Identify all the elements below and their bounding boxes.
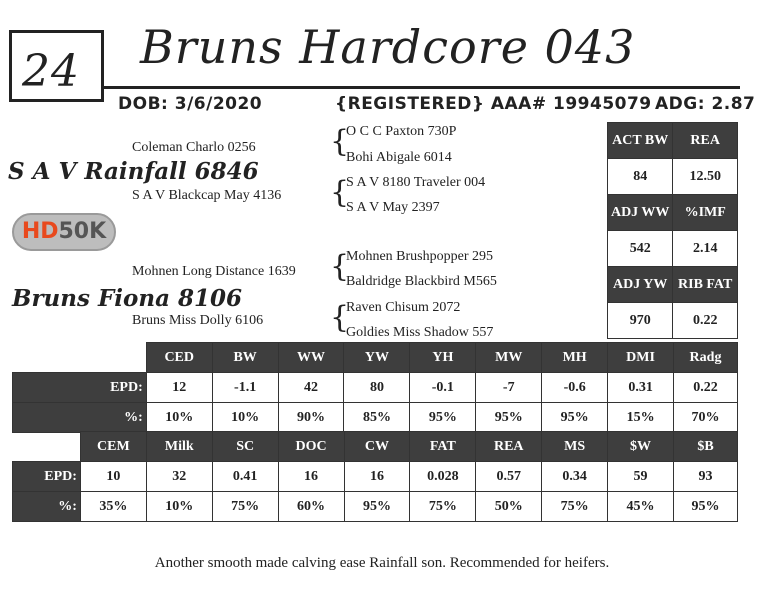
value-cell: 84: [608, 159, 673, 195]
epd-header: MW: [476, 343, 542, 373]
epd-header: YH: [410, 343, 476, 373]
pct-value: 75%: [410, 492, 476, 522]
epd-row-label: EPD:: [13, 373, 147, 403]
epd-header: MH: [542, 343, 608, 373]
comment-text: Another smooth made calving ease Rainfall son. Recommended for heifers.: [154, 555, 610, 571]
pct-value: 70%: [674, 403, 738, 433]
epd-value: 0.57: [476, 462, 542, 492]
registration-number: {REGISTERED} AAA# 19945079: [335, 94, 652, 114]
value-cell: 0.22: [673, 303, 738, 339]
pct-value: 10%: [146, 492, 212, 522]
epd-header: YW: [344, 343, 410, 373]
pct-value: 10%: [212, 403, 278, 433]
epd-value: -7: [476, 373, 542, 403]
brace-icon: {: [330, 300, 350, 335]
sire-sire: Coleman Charlo 0256: [132, 140, 256, 155]
epd-value: 16: [344, 462, 410, 492]
epd-header: WW: [278, 343, 344, 373]
epd-header: SC: [212, 432, 278, 462]
epd-value: 12: [146, 373, 212, 403]
epd-header: REA: [476, 432, 542, 462]
ds-sire: Mohnen Brushpopper 295: [346, 249, 493, 264]
sd-sire: S A V 8180 Traveler 004: [346, 175, 486, 190]
brace-icon: {: [330, 124, 350, 159]
epd-value: -0.1: [410, 373, 476, 403]
pct-value: 95%: [476, 403, 542, 433]
epd-value: 0.34: [542, 462, 608, 492]
epd-header: $W: [608, 432, 674, 462]
pct-value: 60%: [278, 492, 344, 522]
sire-name: S A V Rainfall 6846: [8, 158, 259, 185]
hd50k-logo: HD50K: [12, 213, 116, 251]
title-divider: [104, 86, 740, 89]
pct-value: 75%: [212, 492, 278, 522]
header-cell: ADJ YW: [608, 267, 673, 303]
epd-table-1: [12, 342, 738, 433]
epd-value: 10: [80, 462, 146, 492]
value-cell: 2.14: [673, 231, 738, 267]
dam-sire: Mohnen Long Distance 1639: [132, 264, 296, 279]
pct-value: 10%: [146, 403, 212, 433]
pct-value: 45%: [608, 492, 674, 522]
sd-dam: S A V May 2397: [346, 200, 440, 215]
epd-header: DMI: [608, 343, 674, 373]
epd-header: CEM: [80, 432, 146, 462]
performance-table: [607, 122, 738, 339]
epd-value: 0.31: [608, 373, 674, 403]
pct-value: 85%: [344, 403, 410, 433]
date-of-birth: DOB: 3/6/2020: [118, 94, 263, 114]
epd-value: 93: [673, 462, 737, 492]
animal-name: Bruns Hardcore 043: [140, 20, 636, 74]
epd-header: CED: [146, 343, 212, 373]
dam-name: Bruns Fiona 8106: [12, 285, 243, 312]
dam-dam: Bruns Miss Dolly 6106: [132, 313, 264, 328]
header-cell: ACT BW: [608, 123, 673, 159]
epd-header: FAT: [410, 432, 476, 462]
ss-sire: O C C Paxton 730P: [346, 124, 457, 139]
epd-value: 0.41: [212, 462, 278, 492]
epd-value: 80: [344, 373, 410, 403]
epd-header: $B: [673, 432, 737, 462]
epd-header: Radg: [674, 343, 738, 373]
epd-value: 59: [608, 462, 674, 492]
pct-value: 75%: [542, 492, 608, 522]
epd-header: CW: [344, 432, 410, 462]
epd-value: 32: [146, 462, 212, 492]
epd-table-2: [12, 431, 738, 522]
dd-sire: Raven Chisum 2072: [346, 300, 461, 315]
brace-icon: {: [330, 249, 350, 284]
pct-value: 95%: [542, 403, 608, 433]
epd-header: Milk: [146, 432, 212, 462]
pct-value: 95%: [673, 492, 737, 522]
pct-row-label: %:: [13, 403, 147, 433]
epd-value: 0.028: [410, 462, 476, 492]
pct-value: 95%: [344, 492, 410, 522]
ds-dam: Baldridge Blackbird M565: [346, 274, 497, 289]
pct-value: 35%: [80, 492, 146, 522]
header-cell: RIB FAT: [673, 267, 738, 303]
epd-value: 42: [278, 373, 344, 403]
brace-icon: {: [330, 175, 350, 210]
epd-value: 0.22: [674, 373, 738, 403]
epd-row-label: EPD:: [13, 462, 81, 492]
header-cell: ADJ WW: [608, 195, 673, 231]
epd-value: -1.1: [212, 373, 278, 403]
epd-value: -0.6: [542, 373, 608, 403]
pct-row-label: %:: [13, 492, 81, 522]
epd-header: MS: [542, 432, 608, 462]
value-cell: 542: [608, 231, 673, 267]
header-cell: REA: [673, 123, 738, 159]
epd-header: BW: [212, 343, 278, 373]
value-cell: 970: [608, 303, 673, 339]
pct-value: 15%: [608, 403, 674, 433]
sire-dam: S A V Blackcap May 4136: [132, 188, 282, 203]
pct-value: 95%: [410, 403, 476, 433]
pct-value: 90%: [278, 403, 344, 433]
dd-dam: Goldies Miss Shadow 557: [346, 325, 494, 340]
lot-number: 24: [22, 46, 80, 97]
average-daily-gain: ADG: 2.87: [655, 94, 756, 114]
epd-value: 16: [278, 462, 344, 492]
pct-value: 50%: [476, 492, 542, 522]
value-cell: 12.50: [673, 159, 738, 195]
header-cell: %IMF: [673, 195, 738, 231]
ss-dam: Bohi Abigale 6014: [346, 150, 452, 165]
epd-header: DOC: [278, 432, 344, 462]
